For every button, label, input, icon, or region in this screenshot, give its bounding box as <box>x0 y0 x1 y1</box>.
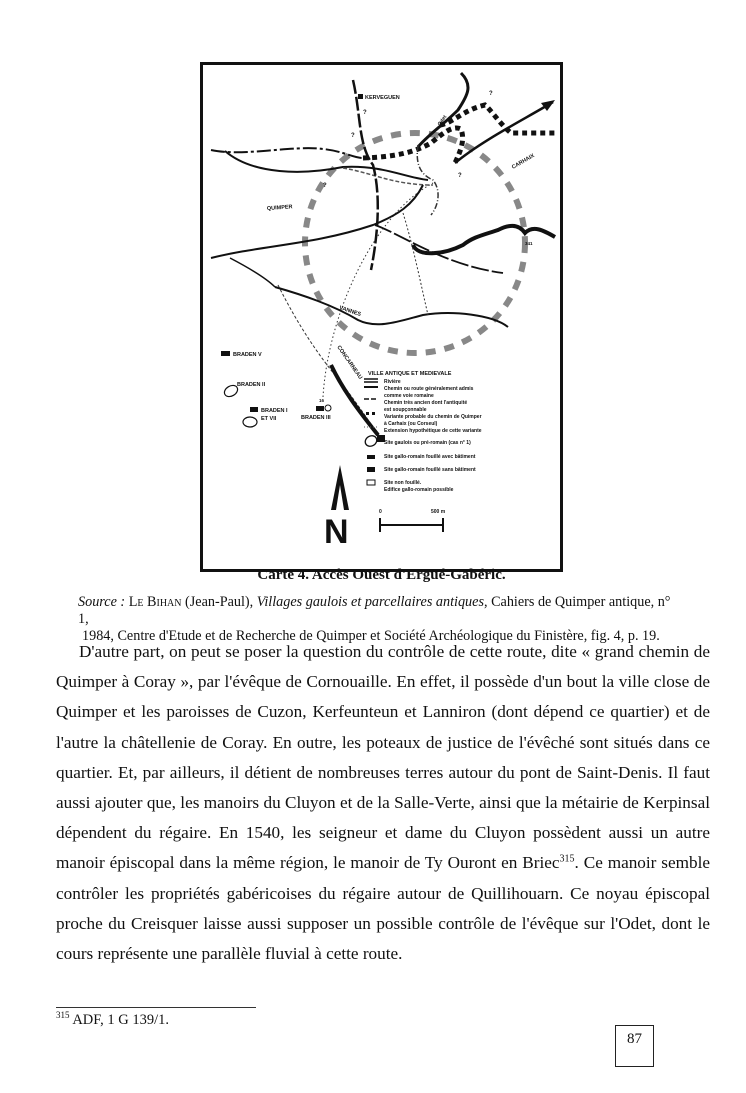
north-label: N <box>324 513 349 551</box>
map-road-vannes-branch <box>230 258 275 287</box>
map-label-braden-v: BRADEN V <box>233 352 262 358</box>
map-question-mark: ? <box>363 110 367 116</box>
map-road-quimper-lower <box>225 151 428 180</box>
map-drawing <box>203 65 560 569</box>
map-river-odet <box>413 226 555 253</box>
map-road-vannes <box>275 287 508 327</box>
north-arrow-icon <box>324 465 349 551</box>
map-label-elevation: 341 <box>525 241 533 246</box>
legend-item: Site gallo-romain fouillé sans bâtiment <box>384 467 476 473</box>
map-question-mark: ? <box>323 183 327 189</box>
scale-bar <box>379 509 446 532</box>
map-site-braden-i-marker <box>250 407 258 412</box>
legend-item: à Carhaix (ou Corseul) <box>384 421 438 427</box>
map-figure <box>200 62 563 572</box>
map-carhaix-arrow <box>541 100 555 111</box>
map-site-number: 16 <box>319 398 325 403</box>
source-label: Source : <box>78 594 126 610</box>
source-line-1 <box>78 594 678 628</box>
map-label-quimper: QUIMPER <box>266 204 293 212</box>
map-site-braden-vii-marker <box>243 417 257 427</box>
legend-item: Rivière <box>384 379 401 385</box>
map-legend <box>363 371 481 493</box>
map-label-braden-ii: BRADEN II <box>237 382 266 388</box>
map-label-concarneau: CONCARNEAU <box>335 344 364 381</box>
legend-title: VILLE ANTIQUE ET MEDIEVALE <box>368 371 452 377</box>
map-label-kerveguen: KERVEGUEN <box>365 95 400 101</box>
map-road-lower <box>211 185 423 258</box>
paragraph-text: . Ce manoir semble contrôler les propriétés gabéricoises du régaire autour de Quillihouarn. Ce noyau épiscopal proche du Creisquer laisse aussi supposer un possible contrôle de l'évêque sur l'Odet, dont le cours représente une parallèle fluvial à cette route. <box>56 853 710 964</box>
legend-item: Site non fouillé. <box>384 480 422 486</box>
source-line-2: 1984, Centre d'Etude et de Recherche de Quimper et Société Archéologique du Finistère, fig. 4, p. 19. <box>82 628 660 644</box>
map-road-carhaix <box>455 102 553 163</box>
source-rest: , Cahiers de Quimper antique, n° 1, <box>78 594 671 627</box>
legend-item: Extension hypothétique de cette variante <box>384 428 482 434</box>
map-label-odet: Odet <box>436 114 449 128</box>
map-site-braden-iii-marker <box>316 406 324 411</box>
map-question-mark: ? <box>489 91 493 97</box>
map-label-vannes: VANNES <box>338 305 362 318</box>
page-number: 87 <box>615 1025 654 1067</box>
map-label-carhaix: CARHAIX <box>511 153 536 171</box>
map-road-southeast <box>375 225 503 273</box>
legend-site-without-building-symbol <box>367 467 375 472</box>
paragraph <box>56 637 710 969</box>
legend-item: est soupçonnable <box>384 407 427 413</box>
map-question-mark: ? <box>351 133 355 139</box>
map-site-braden-v-marker <box>221 351 230 356</box>
map-site-braden-iii-ring <box>325 405 331 411</box>
body-text <box>56 637 710 969</box>
scale-start-label: 0 <box>379 509 382 515</box>
footnote-reference[interactable]: 315 <box>559 853 575 865</box>
scale-end-label: 500 m <box>431 509 446 515</box>
legend-river-symbol <box>364 379 378 382</box>
legend-variant-symbol <box>372 412 375 415</box>
legend-unexcavated-site-symbol <box>367 480 375 485</box>
legend-item: comme voie romaine <box>384 393 434 399</box>
footnote-text: ADF, 1 G 139/1. <box>69 1012 170 1028</box>
map-road-central-dotted <box>403 213 428 315</box>
legend-item: Chemin très ancien dont l'antiquité <box>384 400 468 406</box>
map-site-kerveguen-marker <box>358 94 363 99</box>
source-author-rest: (Jean-Paul), <box>181 594 257 610</box>
legend-site-with-building-symbol <box>367 455 375 459</box>
source-author: Le Bihan <box>128 594 182 610</box>
source-title: Villages gaulois et parcellaires antiques <box>256 594 484 610</box>
legend-item: Site gallo-romain fouillé avec bâtiment <box>384 454 476 460</box>
legend-variant-symbol <box>366 412 369 415</box>
map-label-braden-i: BRADEN I <box>261 408 288 414</box>
paragraph-text: D'autre part, on peut se poser la question du contrôle de cette route, dite « grand chemin de Quimper à Coray », par l'évêque de Cornouaille. En effet, il possède d'un bout la ville close de Quimper et les paroisses de Cuzon, Kerfeunteun et Lanniron (dont dépend ce quartier) et de l'autre la châtellenie de Coray. En outre, les poteaux de justice de l'évêché sont situés dans ce quartier. Et, par ailleurs, il détient de nombreuses terres autour du pont de Saint-Denis. Il faut aussi ajouter que, les manoirs du Cluyon et de la Salle-Verte, ainsi que la métairie de Kerpinsal dépendent du régaire. En 1540, les seigneur et dame du Cluyon possèdent aussi un autre manoir épiscopal dans la même région, le manoir de Ty Ouront en Briec <box>56 642 710 873</box>
map-label-braden-iii: BRADEN III <box>301 415 331 421</box>
footnote <box>56 1012 169 1029</box>
legend-item: Edifice gallo-romain possible <box>384 487 454 493</box>
map-question-mark: ? <box>458 173 462 179</box>
legend-item: Site gaulois ou pré-romain (cas n° 1) <box>384 440 471 446</box>
footnote-number: 315 <box>56 1010 70 1021</box>
legend-item: Variante probable du chemin de Quimper <box>384 414 482 420</box>
legend-item: Chemin ou route généralement admis <box>384 386 474 392</box>
map-label-et-vii: ET VII <box>261 416 277 422</box>
footnote-divider <box>56 1007 256 1008</box>
figure-caption: Carte 4. Accès Ouest d'Ergué-Gabéric. <box>257 567 506 583</box>
